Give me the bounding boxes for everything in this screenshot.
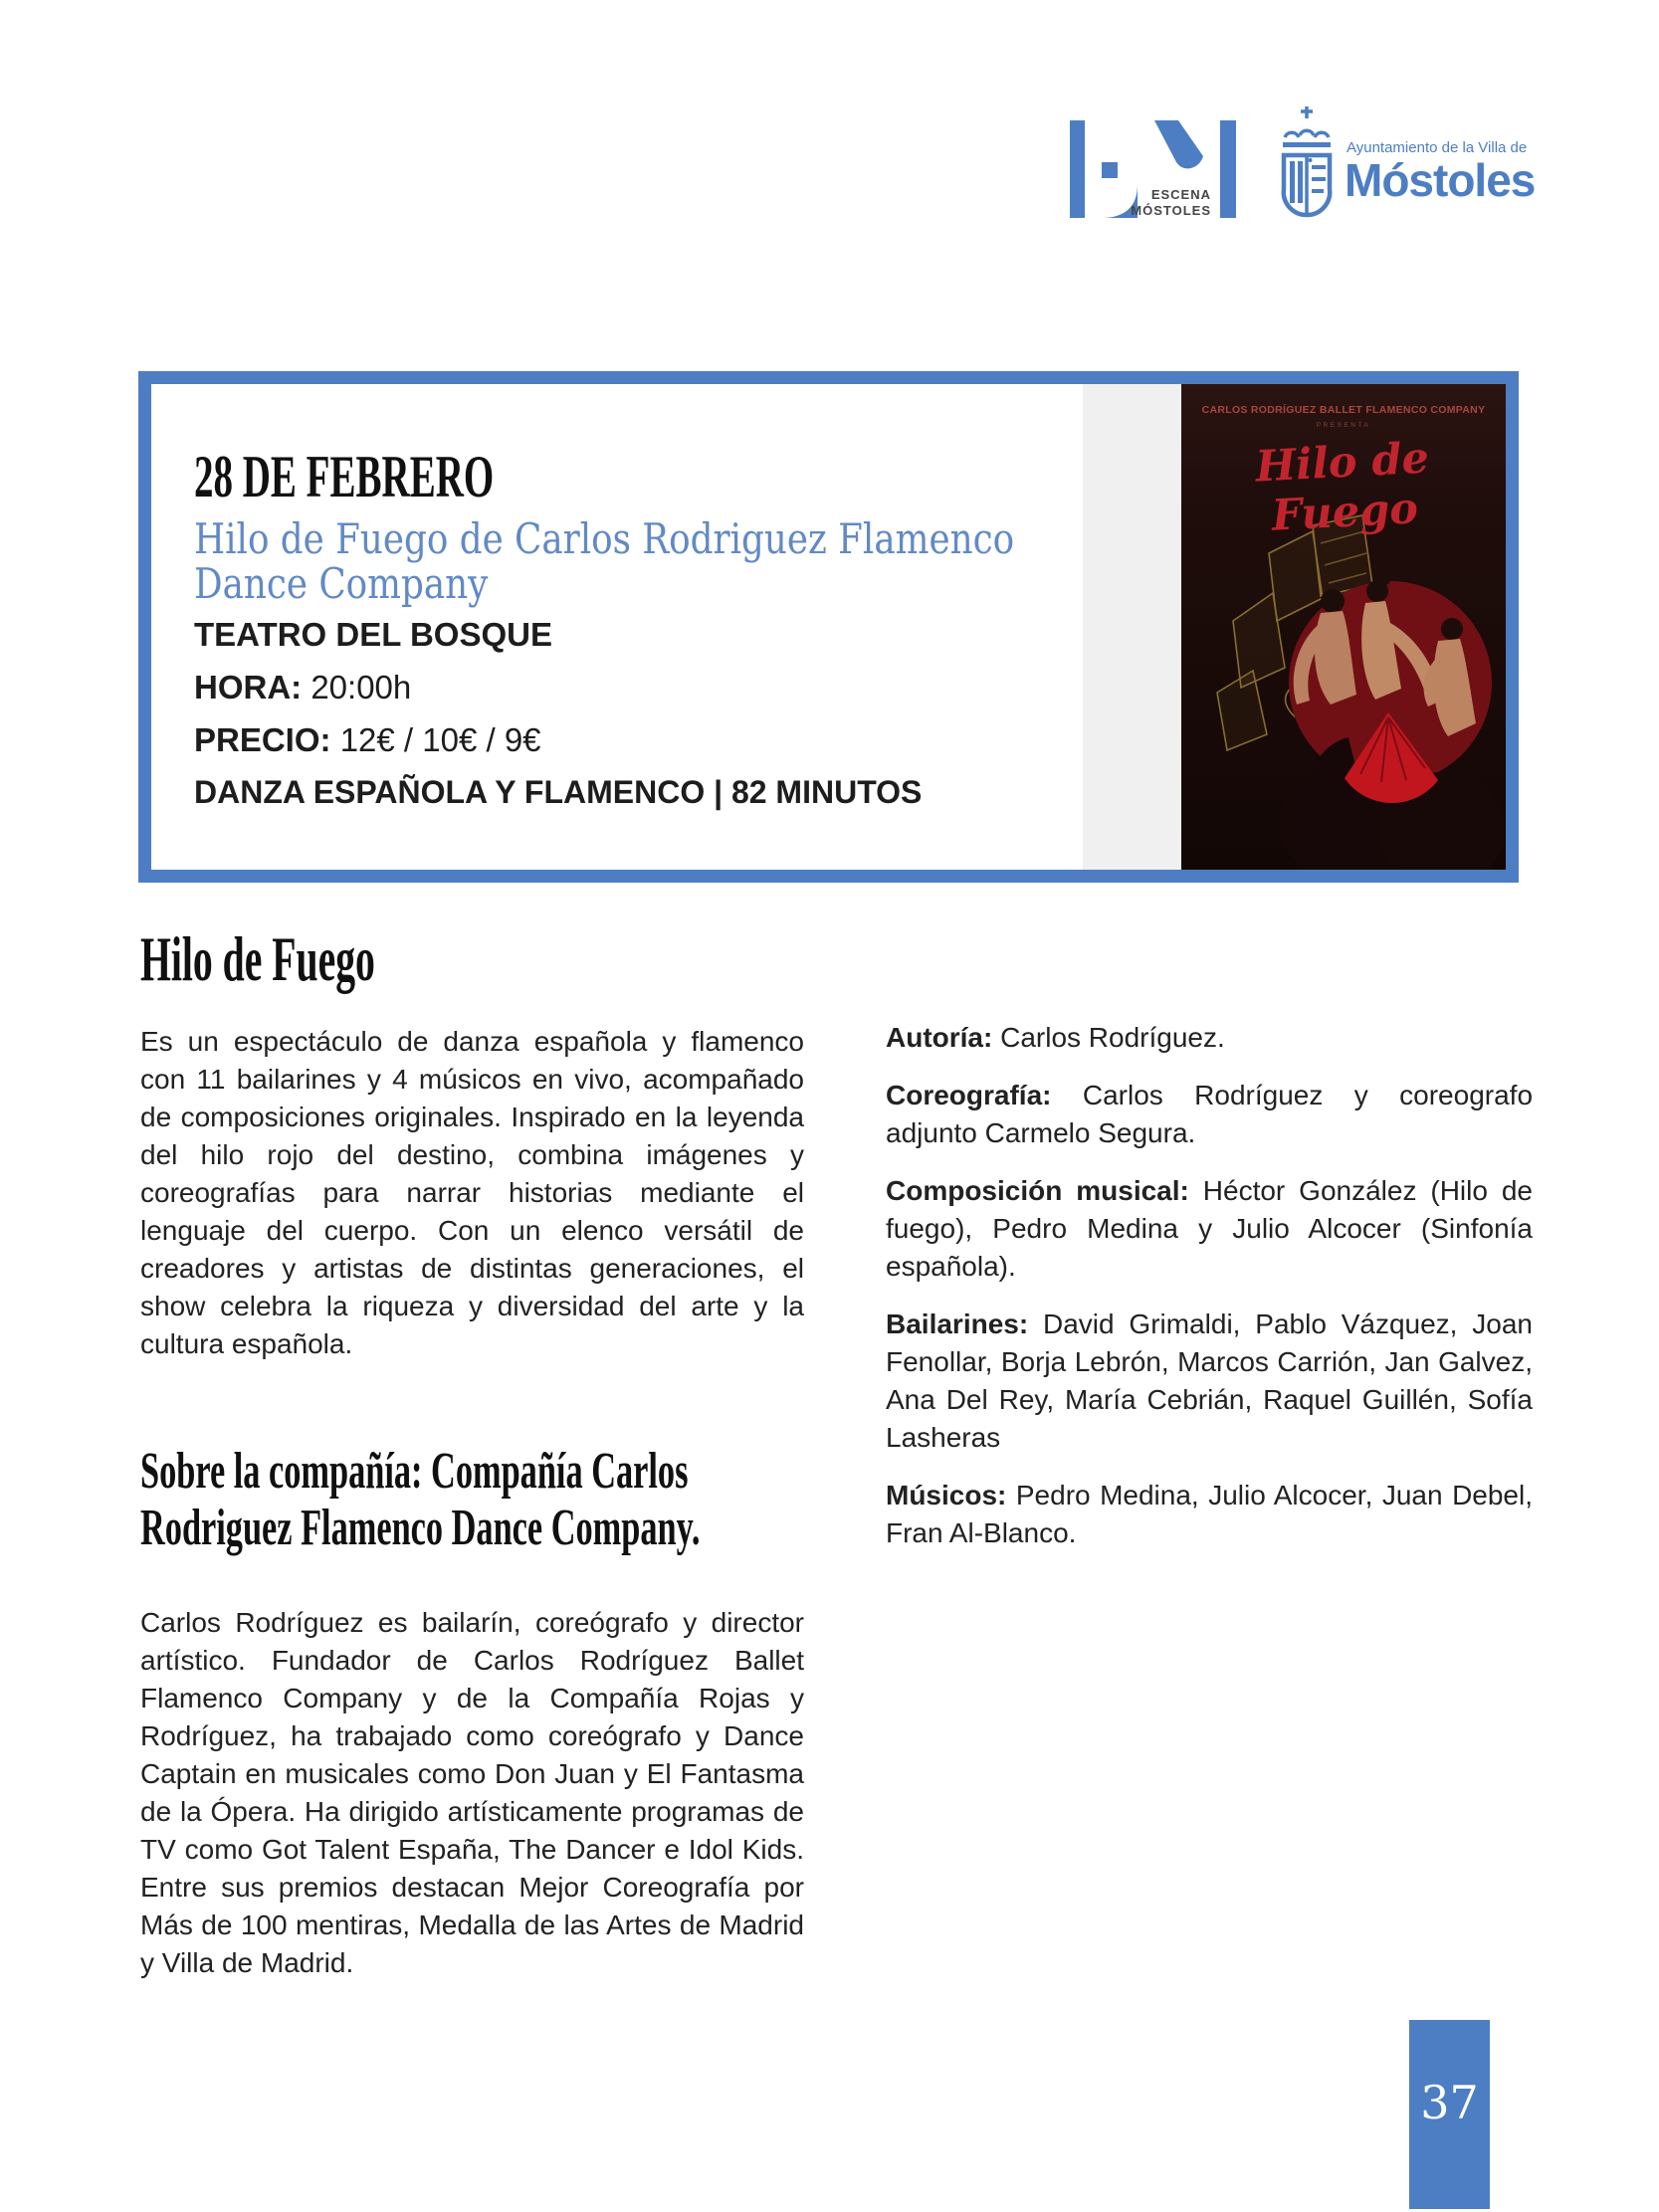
price-value: 12€ / 10€ / 9€ — [339, 721, 541, 758]
credit-label: Coreografía: — [886, 1080, 1052, 1110]
credit-autoria — [886, 1019, 1533, 1057]
credit-musicos — [886, 1477, 1533, 1552]
company-heading-line2: Rodriguez Flamenco Dance Company. — [140, 1500, 701, 1556]
event-price — [194, 721, 541, 759]
company-paragraph: Carlos Rodríguez es bailarín, coreógrafo y director artístico. Fundador de Carlos Rodríguez Ballet Flamenco Company y de la Compañía Rojas y Rodríguez, ha trabajado como coreógrafo y Dance Captain en musicales como Don Juan y El Fantasma de la Ópera. Ha dirigido artísticamente programas de TV como Got Talent España, The Dancer e Idol Kids. Entre sus premios destacan Mejor Coreografía por Más de 100 mentiras, Medalla de las Artes de Madrid y Villa de Madrid. — [140, 1607, 804, 1978]
event-title-line1: Hilo de Fuego de Carlos Rodriguez Flamenco — [194, 514, 1015, 563]
price-label: PRECIO: — [194, 721, 331, 758]
credits-column — [886, 1019, 1533, 1572]
article-title: Hilo de Fuego — [140, 923, 375, 994]
poster-presents-label: PRESENTA — [1316, 422, 1371, 429]
event-poster — [1181, 384, 1506, 870]
article-intro-paragraph: Es un espectáculo de danza española y flamenco con 11 bailarines y 4 músicos en vivo, acompañado de composiciones originales. Inspirado en la leyenda del hilo rojo del destino, combina imágenes y coreografías para narrar historias mediante el lenguaje del cuerpo. Con un elenco versátil de creadores y artistas de distintas generaciones, el show celebra la riqueza y diversidad del arte y la cultura española. — [140, 1026, 804, 1359]
poster-company-name: CARLOS RODRÍGUEZ BALLET FLAMENCO COMPANY — [1201, 404, 1486, 416]
credit-label: Composición musical: — [886, 1175, 1189, 1206]
escena-label: ESCENA — [1150, 187, 1211, 202]
page-number: 37 — [1420, 2076, 1479, 2129]
credit-label: Músicos: — [886, 1480, 1007, 1510]
credit-composicion — [886, 1172, 1533, 1286]
event-genre: DANZA ESPAÑOLA Y FLAMENCO | 82 MINUTOS — [194, 774, 923, 810]
company-text-column — [140, 1604, 804, 1982]
poster-artwork-icon — [1181, 857, 1506, 870]
event-venue: TEATRO DEL BOSQUE — [194, 616, 552, 653]
poster-title: Hilo de Fuego — [1254, 433, 1431, 541]
credit-text: Héctor González (Hilo de fuego), Pedro Medina y Julio Alcocer (Sinfonía española). — [886, 1175, 1533, 1282]
event-date: 28 DE FEBRERO — [194, 444, 495, 509]
article-intro-column — [140, 1023, 804, 1363]
credit-text: Carlos Rodríguez y coreografo adjunto Carmelo Segura. — [886, 1080, 1534, 1148]
ayuntamiento-tagline: Ayuntamiento de la Villa de — [1347, 139, 1528, 156]
credit-bailarines — [886, 1306, 1533, 1457]
ayuntamiento-mostoles-logo — [1277, 105, 1555, 235]
event-title-line2: Dance Company — [194, 559, 489, 608]
escena-mostoles-logo — [1068, 117, 1245, 223]
credit-label: Autoría: — [886, 1022, 993, 1053]
time-label: HORA: — [194, 669, 303, 705]
page-number-box — [1409, 2020, 1490, 2209]
time-value: 20:00h — [311, 669, 412, 705]
event-card — [138, 371, 1519, 883]
company-section-heading — [140, 1443, 988, 1556]
event-time — [194, 669, 411, 706]
credit-label: Bailarines: — [886, 1308, 1029, 1339]
mostoles-label: MÓSTOLES — [1131, 203, 1211, 218]
ayuntamiento-city: Móstoles — [1345, 154, 1536, 206]
company-heading-line1: Sobre la compañía: Compañía Carlos — [140, 1443, 689, 1500]
event-title — [194, 516, 1159, 606]
credit-text: David Grimaldi, Pablo Vázquez, Joan Fenollar, Borja Lebrón, Marcos Carrión, Jan Galvez, Ana Del Rey, María Cebrián, Raquel Guillén, Sofía Lasheras — [886, 1308, 1534, 1453]
credit-text: Pedro Medina, Julio Alcocer, Juan Debel, Fran Al-Blanco. — [886, 1480, 1534, 1548]
credit-coreografia — [886, 1077, 1533, 1152]
credit-text: Carlos Rodríguez. — [1000, 1022, 1225, 1053]
card-gray-divider — [1083, 384, 1181, 870]
